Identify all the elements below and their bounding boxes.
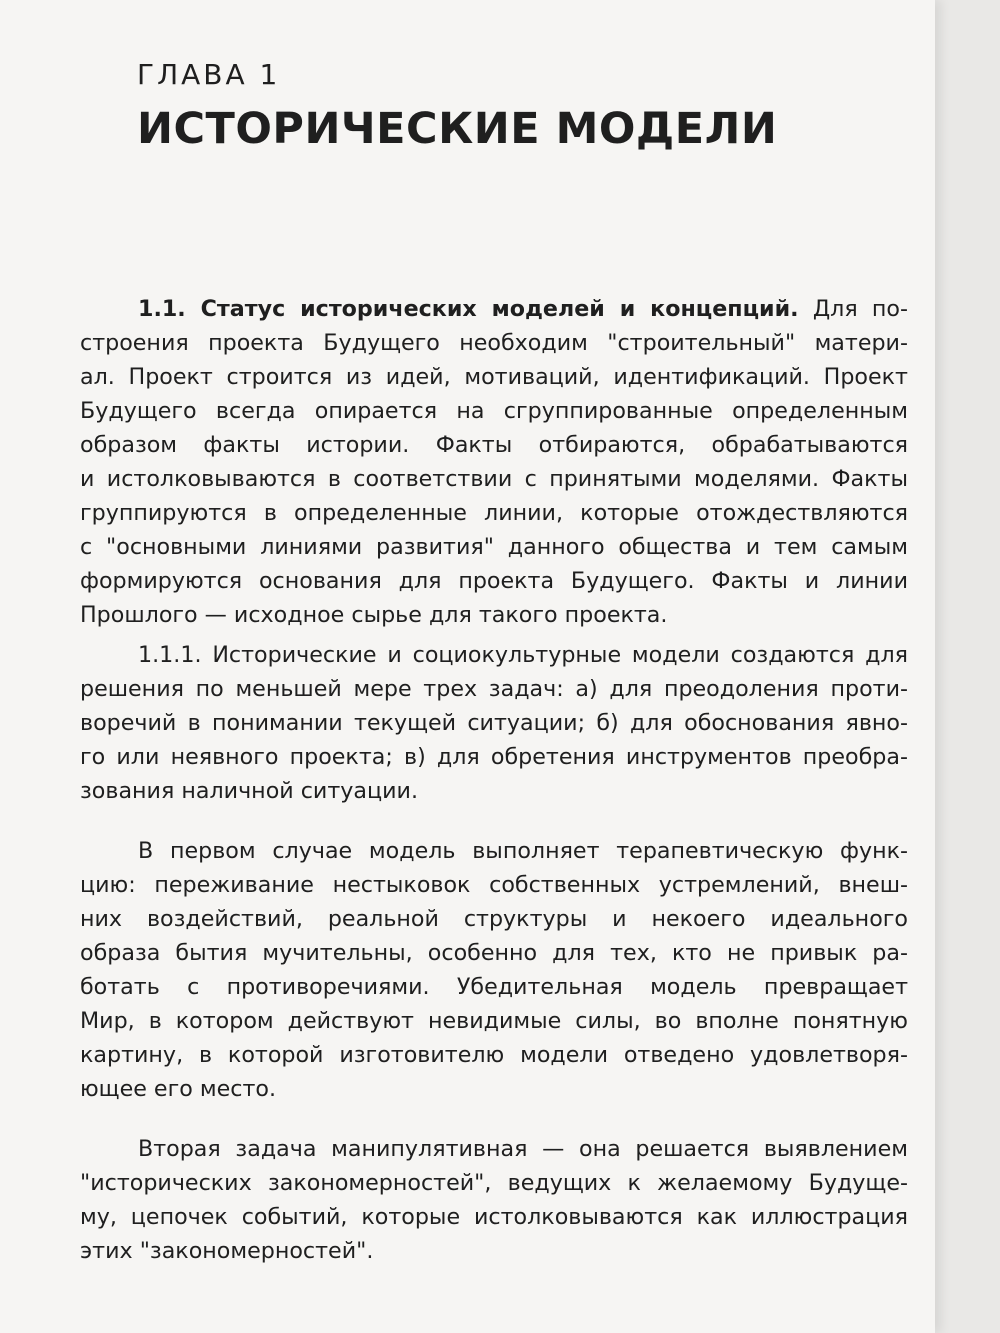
text-line: цию: переживание нестыковок собственных устремлений, внеш- (80, 872, 908, 898)
section-heading: 1.1. Статус исторических моделей и концепций. (138, 296, 799, 322)
text-line: му, цепочек событий, которые истолковываются как иллюстрация (80, 1204, 908, 1230)
chapter-title: ИСТОРИЧЕСКИЕ МОДЕЛИ (137, 104, 778, 154)
text-line: картину, в которой изготовителю модели отведено удовлетворя- (80, 1042, 908, 1068)
text-line: ющее его место. (80, 1076, 277, 1102)
text-line: них воздействий, реальной структуры и некоего идеального (80, 906, 908, 932)
text-line: образом факты истории. Факты отбираются, обрабатываются (80, 432, 908, 458)
text-line: ботать с противоречиями. Убедительная модель превращает (80, 974, 908, 1000)
text-line: группируются в определенные линии, которые отождествляются (80, 500, 908, 526)
paragraph-1-1 (80, 292, 908, 632)
text-line: с "основными линиями развития" данного общества и тем самым (80, 534, 908, 560)
text-line: этих "закономерностей". (80, 1238, 374, 1264)
text-line: и истолковываются в соответствии с принятыми моделями. Факты (80, 466, 908, 492)
paragraph-first-case (80, 834, 908, 1106)
text-line: Вторая задача манипулятивная — она решается выявлением (138, 1136, 908, 1162)
text-line: Будущего всегда опирается на сгруппированные определенным (80, 398, 908, 424)
text-line (80, 292, 908, 326)
text-fragment: Для по- (812, 296, 908, 322)
text-line: "исторических закономерностей", ведущих к желаемому Будуще- (80, 1170, 908, 1196)
paragraph-1-1-1 (80, 638, 908, 808)
body-text (80, 292, 908, 1268)
text-line: ал. Проект строится из идей, мотиваций, идентификаций. Проект (80, 364, 908, 390)
text-line: зования наличной ситуации. (80, 778, 419, 804)
text-line: формируются основания для проекта Будущего. Факты и линии (80, 568, 908, 594)
text-line: строения проекта Будущего необходим "строительный" матери- (80, 330, 908, 356)
text-line: образа бытия мучительны, особенно для тех, кто не привык ра- (80, 940, 908, 966)
text-line: В первом случае модель выполняет терапевтическую функ- (138, 838, 908, 864)
paragraph-second-task (80, 1132, 908, 1268)
text-line: Прошлого — исходное сырье для такого проекта. (80, 602, 668, 628)
chapter-label: ГЛАВА 1 (137, 58, 281, 91)
text-line: го или неявного проекта; в) для обретения инструментов преобра- (80, 744, 908, 770)
text-line: решения по меньшей мере трех задач: а) для преодоления проти- (80, 676, 908, 702)
spacer (80, 1106, 908, 1132)
text-line: 1.1.1. Исторические и социокультурные модели создаются для (138, 642, 908, 668)
text-line: Мир, в котором действуют невидимые силы, во вполне понятную (80, 1008, 908, 1034)
text-line: воречий в понимании текущей ситуации; б) для обоснования явно- (80, 710, 908, 736)
spacer (80, 808, 908, 834)
